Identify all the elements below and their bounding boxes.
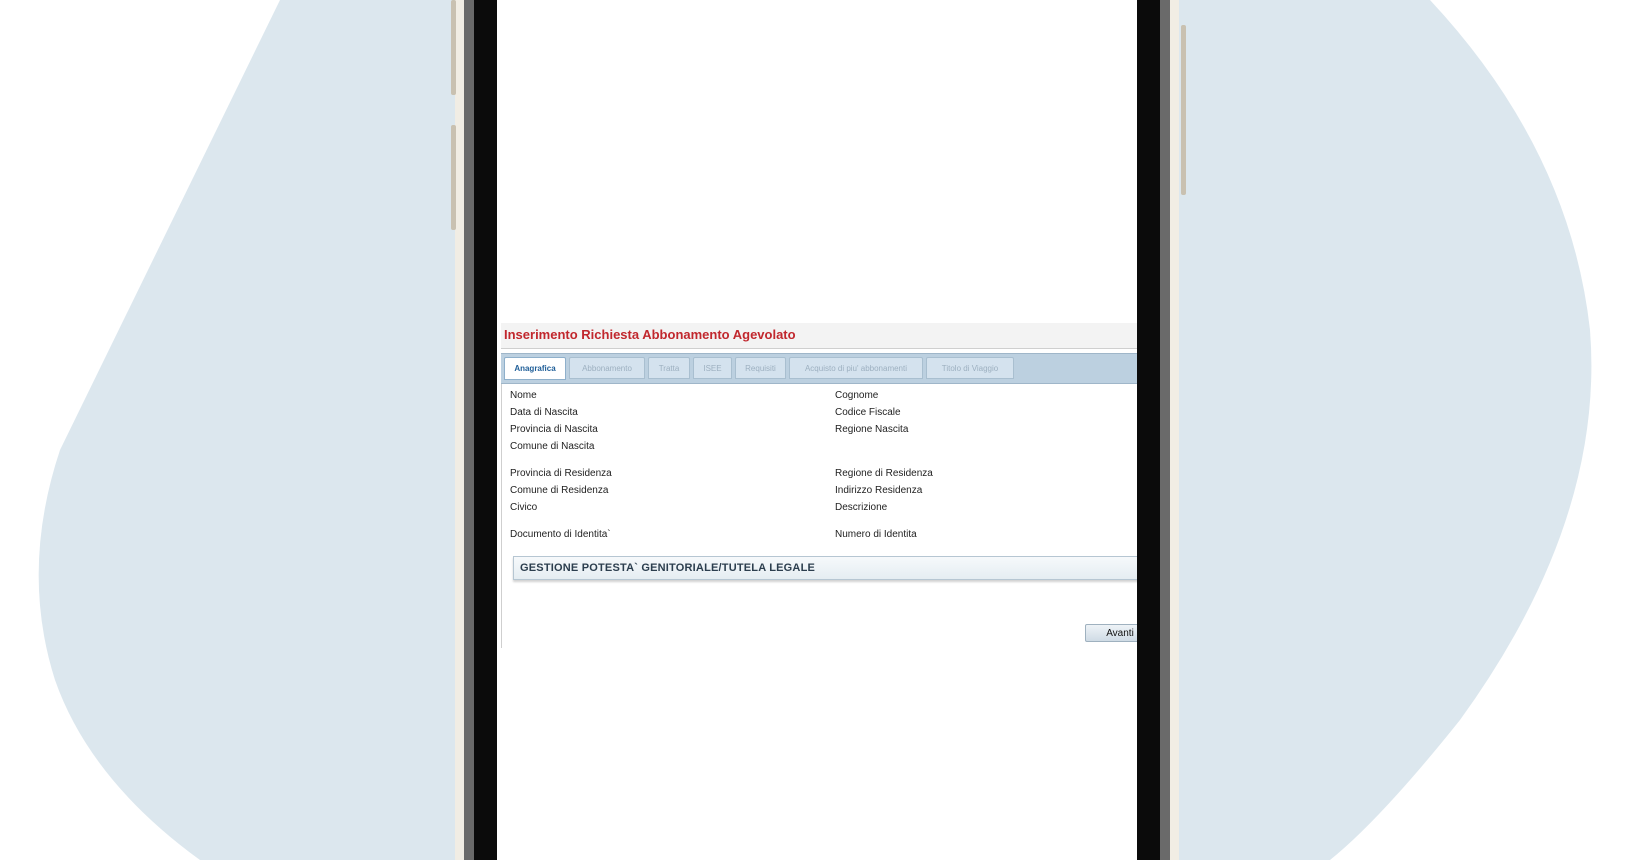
label-numero-identita: Numero di Identita bbox=[835, 529, 917, 540]
tab-isee[interactable]: ISEE bbox=[693, 357, 732, 379]
section-potesta-genitoriale[interactable] bbox=[513, 556, 1137, 580]
page-title: Inserimento Richiesta Abbonamento Agevolato bbox=[504, 327, 796, 342]
phone-side-button bbox=[451, 125, 456, 230]
tab-requisiti[interactable]: Requisiti bbox=[735, 357, 786, 379]
label-data-nascita: Data di Nascita bbox=[510, 407, 578, 418]
label-codice-fiscale: Codice Fiscale bbox=[835, 407, 901, 418]
tab-bar bbox=[501, 353, 1137, 384]
label-comune-nascita: Comune di Nascita bbox=[510, 441, 595, 452]
label-provincia-nascita: Provincia di Nascita bbox=[510, 424, 598, 435]
phone-screen bbox=[497, 0, 1137, 860]
label-indirizzo-residenza: Indirizzo Residenza bbox=[835, 485, 923, 496]
tab-acquisto-piu-abbonamenti[interactable]: Acquisto di piu' abbonamenti bbox=[789, 357, 923, 379]
tab-tratta[interactable]: Tratta bbox=[648, 357, 690, 379]
label-nome: Nome bbox=[510, 390, 537, 401]
tab-anagrafica[interactable]: Anagrafica bbox=[504, 357, 566, 380]
page-header bbox=[501, 323, 1137, 349]
tab-abbonamento[interactable]: Abbonamento bbox=[569, 357, 645, 379]
phone-side-button bbox=[1181, 25, 1186, 195]
next-button[interactable]: Avanti bbox=[1085, 624, 1137, 642]
label-descrizione: Descrizione bbox=[835, 502, 888, 513]
form-content bbox=[501, 384, 1137, 648]
section-title: GESTIONE POTESTA` GENITORIALE/TUTELA LEGALE bbox=[520, 562, 816, 574]
label-cognome: Cognome bbox=[835, 390, 879, 401]
phone-side-button bbox=[451, 0, 456, 95]
label-regione-nascita: Regione Nascita bbox=[835, 424, 909, 435]
tab-titolo-viaggio[interactable]: Titolo di Viaggio bbox=[926, 357, 1014, 379]
label-comune-residenza: Comune di Residenza bbox=[510, 485, 609, 496]
label-regione-residenza: Regione di Residenza bbox=[835, 468, 933, 479]
label-documento-identita: Documento di Identita` bbox=[510, 529, 611, 540]
label-provincia-residenza: Provincia di Residenza bbox=[510, 468, 612, 479]
label-civico: Civico bbox=[510, 502, 538, 513]
